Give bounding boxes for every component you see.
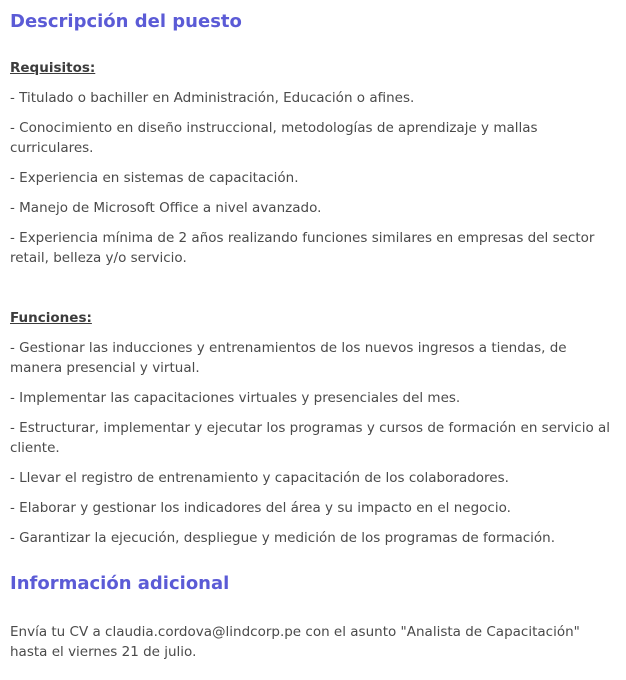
list-item: - Experiencia mínima de 2 años realizando funciones similares en empresas del sector retail, belleza y/o servicio. <box>10 230 595 266</box>
list-item: - Gestionar las inducciones y entrenamientos de los nuevos ingresos a tiendas, de manera presencial y virtual. <box>10 340 567 376</box>
additional-info-text: Envía tu CV a claudia.cordova@lindcorp.pe con el asunto "Analista de Capacitación" hasta el viernes 21 de julio. <box>10 624 580 660</box>
list-item: - Implementar las capacitaciones virtuales y presenciales del mes. <box>10 390 461 406</box>
requirements-list <box>10 88 616 278</box>
list-item: - Llevar el registro de entrenamiento y capacitación de los colaboradores. <box>10 470 509 486</box>
functions-list <box>10 338 616 558</box>
functions-heading: Funciones: <box>10 310 92 326</box>
job-description-title: Descripción del puesto <box>10 11 242 32</box>
list-item: - Garantizar la ejecución, despliegue y medición de los programas de formación. <box>10 530 556 546</box>
list-item: - Titulado o bachiller en Administración, Educación o afines. <box>10 90 415 106</box>
list-item: - Experiencia en sistemas de capacitación. <box>10 170 299 186</box>
requirements-heading: Requisitos: <box>10 60 96 76</box>
list-item: - Estructurar, implementar y ejecutar los programas y cursos de formación en servicio al cliente. <box>10 420 611 456</box>
additional-info-title: Información adicional <box>10 573 230 594</box>
list-item: - Elaborar y gestionar los indicadores del área y su impacto en el negocio. <box>10 500 511 516</box>
list-item: - Conocimiento en diseño instruccional, metodologías de aprendizaje y mallas curriculares. <box>10 120 538 156</box>
list-item: - Manejo de Microsoft Office a nivel avanzado. <box>10 200 322 216</box>
